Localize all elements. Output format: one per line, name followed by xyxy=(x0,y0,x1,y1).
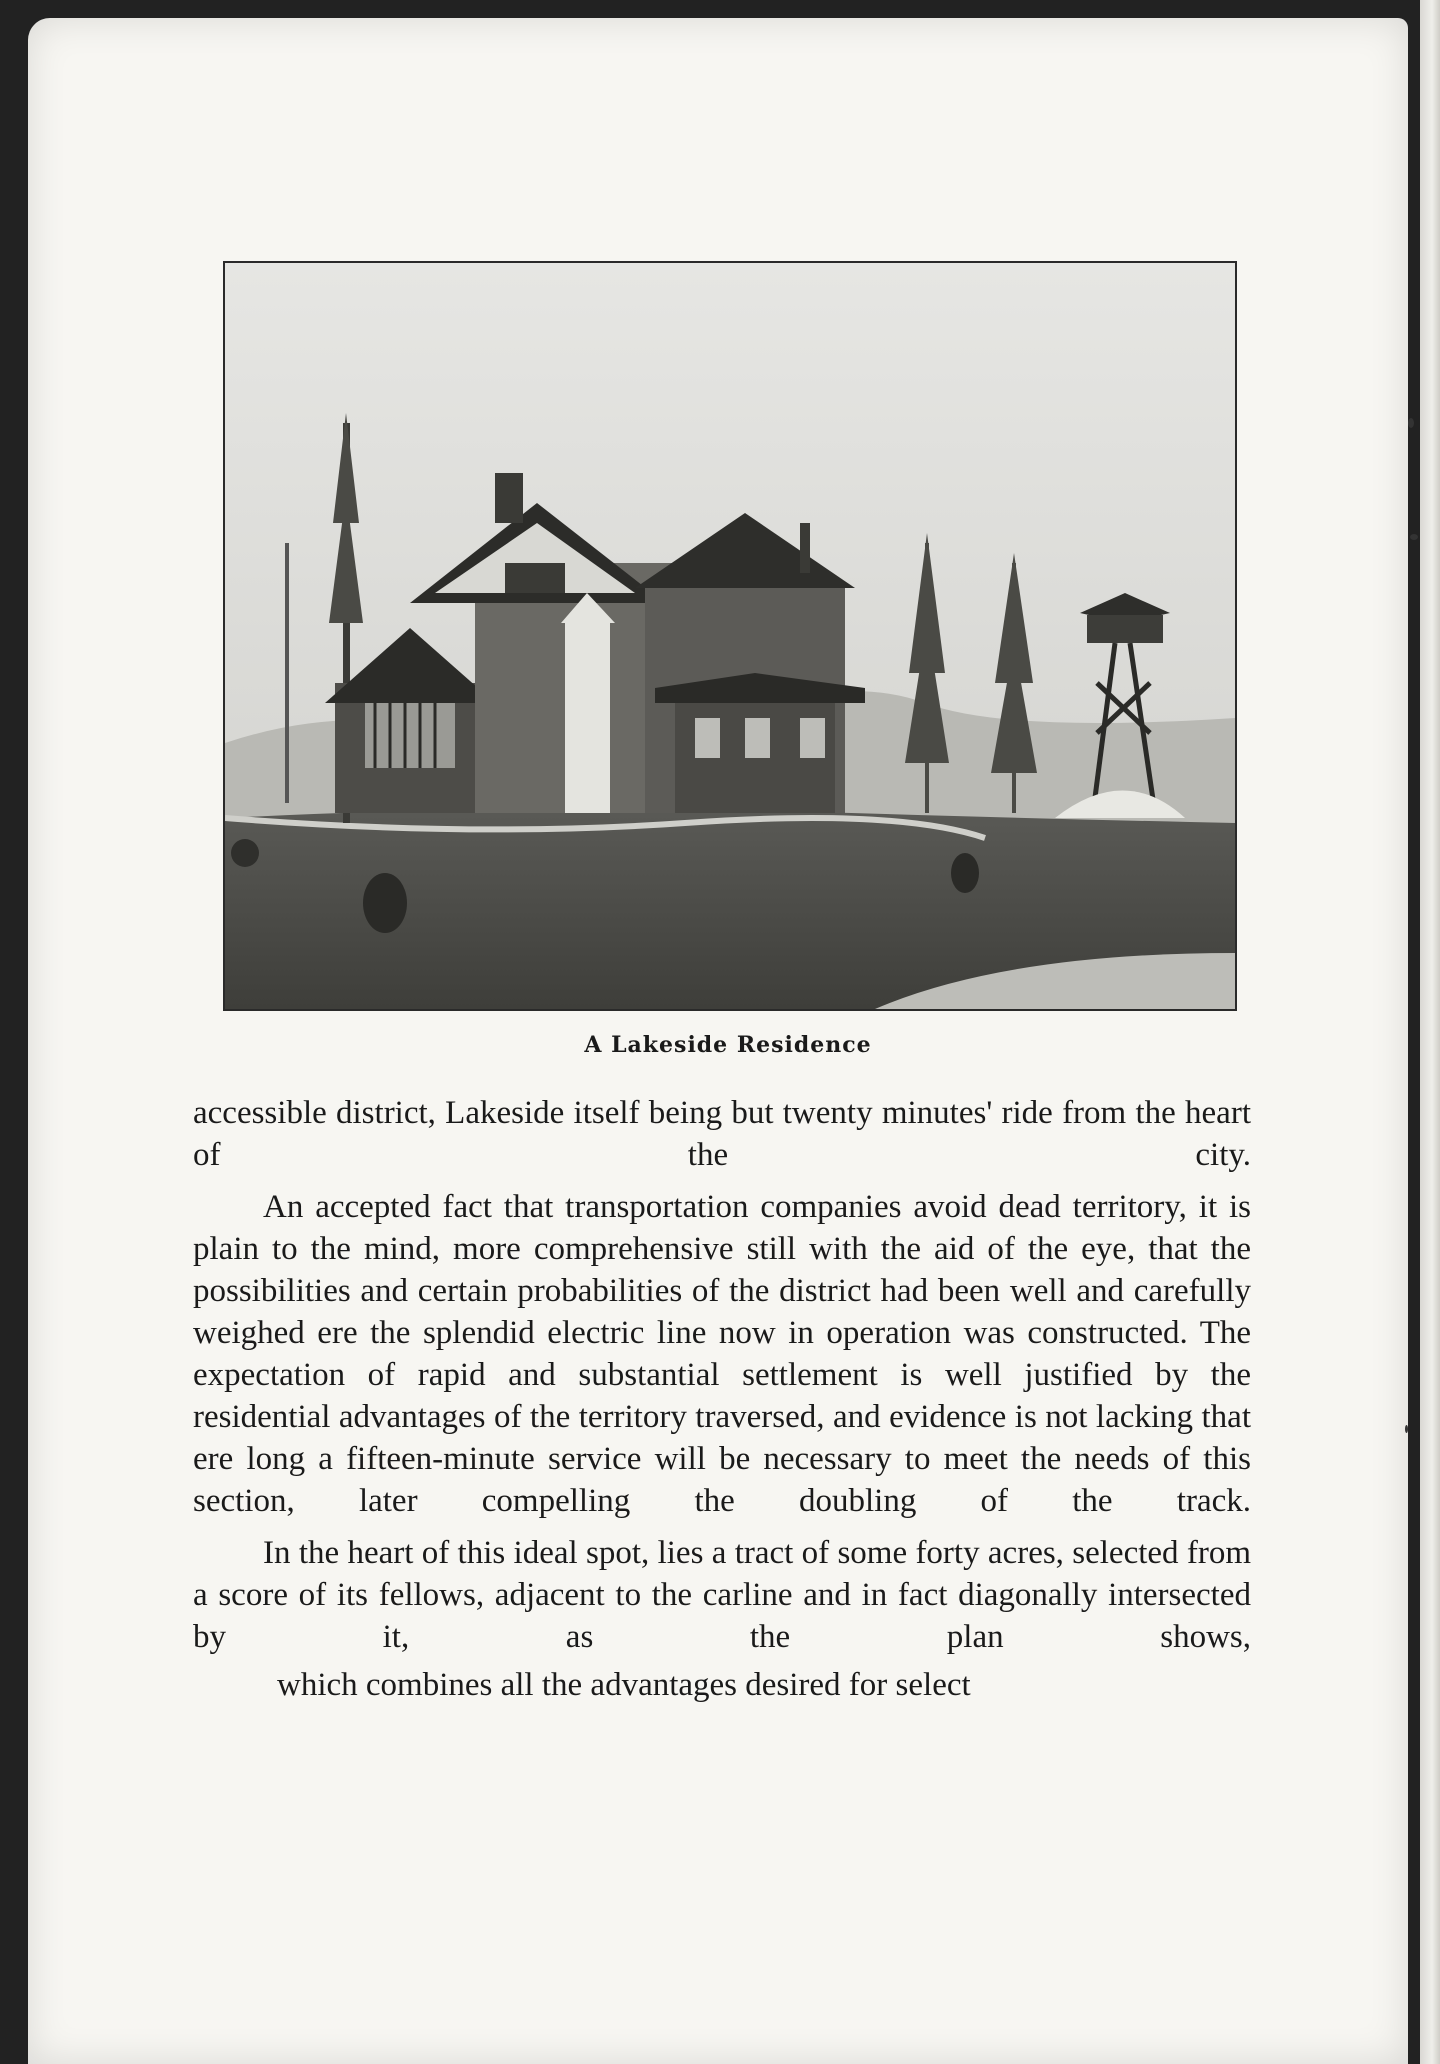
scan-speck xyxy=(1408,418,1414,428)
paragraph-3-tail: which combines all the advantages desired for select xyxy=(277,1667,971,1703)
figure-caption: A Lakeside Residence xyxy=(584,1032,872,1058)
paragraph-2: An accepted fact that transportation companies avoid dead territory, it is plain to the mind, more comprehensive still with the aid of the eye, that the possibilities and certain probabilities of the district had been well and carefully weighed ere the splendid electric line now in operation was constructed. The expectation of rapid and substantial settlement is well justified by the residential advantages of the territory traversed, and evidence is not lacking that ere long a fifteen-minute service will be necessary to meet the needs of this section, later compelling the doubling of the track. xyxy=(193,1189,1251,1519)
residence-photograph xyxy=(223,261,1237,1011)
paragraph-1: accessible district, Lakeside itself being but twenty minutes' ride from the heart of the city. xyxy=(193,1095,1251,1173)
paragraph-3: In the heart of this ideal spot, lies a tract of some forty acres, selected from a score of its fellows, adjacent to the carline and in fact diagonally intersected by it, as the plan shows, xyxy=(193,1535,1251,1655)
body-text xyxy=(193,1092,1251,1706)
scan-speck xyxy=(1405,1425,1408,1433)
scan-speck xyxy=(1410,534,1418,540)
page-edge xyxy=(1420,0,1440,2064)
